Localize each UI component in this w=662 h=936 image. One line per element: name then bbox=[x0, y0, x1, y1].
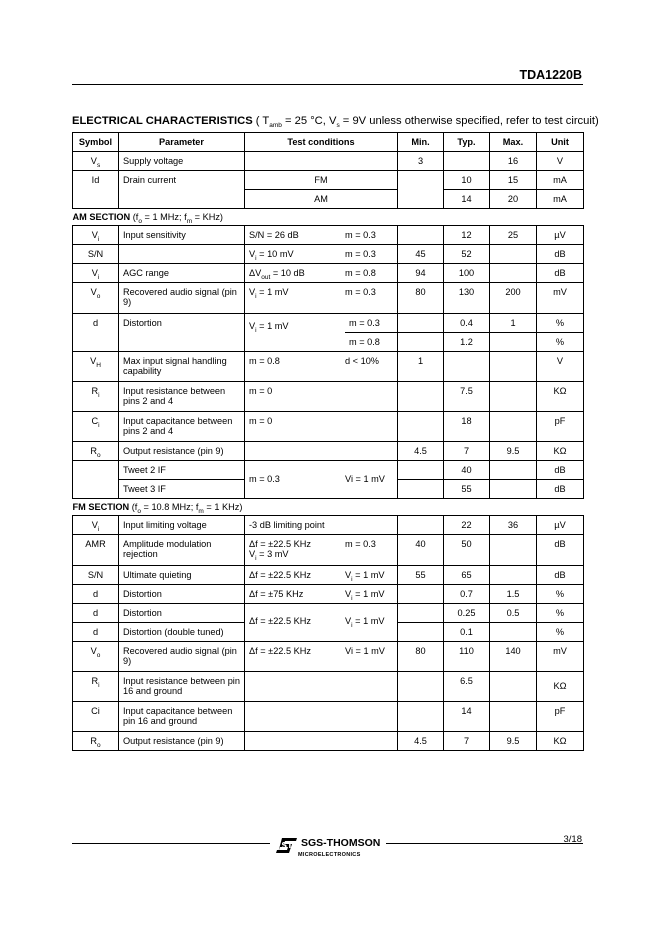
footer-rule-left bbox=[72, 843, 270, 844]
unit-cell: pF bbox=[537, 702, 584, 732]
symbol-cell: $R_o$ bbox=[73, 442, 119, 461]
am-section-title: AM SECTION ($f_o = 1$ MHz; $f_m = KHz$) bbox=[73, 209, 584, 226]
unit-cell: % bbox=[537, 604, 584, 623]
typ-cell: 130 bbox=[444, 283, 490, 314]
table-row bbox=[73, 245, 584, 264]
parameter-cell: Recovered audio signal (pin 9) bbox=[119, 642, 245, 672]
parameter-cell: Ultimate quieting bbox=[119, 566, 245, 585]
symbol-cell: $V_o$ bbox=[73, 283, 119, 314]
unit-cell: pF bbox=[537, 412, 584, 442]
company-logo bbox=[276, 833, 380, 858]
parameter-cell: Input resistance between pin 16 and ground bbox=[119, 672, 245, 702]
symbol-cell: $R_o$ bbox=[73, 732, 119, 751]
parameter-cell: Distortion (double tuned) bbox=[119, 623, 245, 642]
section-heading: ELECTRICAL CHARACTERISTICS bbox=[72, 115, 253, 127]
condition-cell: Δf = ±75 KHz $V_i = 1$ mV bbox=[245, 585, 398, 604]
col-symbol: Symbol bbox=[73, 133, 119, 152]
symbol-cell: d bbox=[73, 585, 119, 604]
electrical-characteristics-table bbox=[72, 132, 584, 751]
typ-cell: 7 bbox=[444, 732, 490, 751]
parameter-cell: Drain current bbox=[119, 171, 245, 209]
parameter-cell: AGC range bbox=[119, 264, 245, 283]
table-row bbox=[73, 283, 584, 314]
typ-cell: 7.5 bbox=[444, 382, 490, 412]
brand-name: SGS-THOMSON bbox=[301, 837, 381, 849]
parameter-cell bbox=[119, 245, 245, 264]
max-cell: 200 bbox=[490, 283, 537, 314]
max-cell bbox=[490, 461, 537, 480]
parameter-cell: Distortion bbox=[119, 604, 245, 623]
max-cell bbox=[490, 672, 537, 702]
unit-cell: mA bbox=[537, 171, 584, 190]
table-row bbox=[73, 412, 584, 442]
condition-cell bbox=[245, 732, 398, 751]
condition-cell bbox=[245, 702, 398, 732]
document-title: TDA1220B bbox=[519, 68, 582, 82]
parameter-cell: Output resistance (pin 9) bbox=[119, 442, 245, 461]
condition-cell: m = 0.3 bbox=[245, 314, 398, 333]
max-cell bbox=[490, 412, 537, 442]
col-test-conditions: Test conditions bbox=[245, 133, 398, 152]
parameter-cell: Amplitude modulation rejection bbox=[119, 535, 245, 566]
fm-section-title: FM SECTION ($f_o = 10.8$ MHz; $f_m = 1$ KHz) bbox=[73, 499, 584, 516]
typ-cell: 50 bbox=[444, 535, 490, 566]
symbol-cell: $V_i$ bbox=[73, 264, 119, 283]
parameter-cell: Input limiting voltage bbox=[119, 516, 245, 535]
unit-cell: mA bbox=[537, 190, 584, 209]
table-row bbox=[73, 642, 584, 672]
condition-cell: AM bbox=[245, 190, 398, 209]
max-cell bbox=[490, 333, 537, 352]
max-cell: 25 bbox=[490, 226, 537, 245]
max-cell: 1.5 bbox=[490, 585, 537, 604]
condition-cell bbox=[245, 672, 398, 702]
typ-cell: 0.4 bbox=[444, 314, 490, 333]
min-cell bbox=[398, 226, 444, 245]
typ-cell: 12 bbox=[444, 226, 490, 245]
symbol-cell: d bbox=[73, 623, 119, 642]
unit-cell: % bbox=[537, 314, 584, 333]
parameter-cell: Supply voltage bbox=[119, 152, 245, 171]
typ-cell: 6.5 bbox=[444, 672, 490, 702]
max-cell bbox=[490, 480, 537, 499]
condition-cell: S/N = 26 dB m = 0.3 bbox=[245, 226, 398, 245]
min-cell: 1 bbox=[398, 352, 444, 382]
min-cell bbox=[398, 672, 444, 702]
table-row bbox=[73, 732, 584, 751]
typ-cell: 14 bbox=[444, 702, 490, 732]
typ-cell: 1.2 bbox=[444, 333, 490, 352]
min-cell bbox=[398, 604, 444, 623]
symbol-cell: Id bbox=[73, 171, 119, 209]
condition-cell: m = 0 bbox=[245, 382, 398, 412]
symbol-cell: $R_i$ bbox=[73, 382, 119, 412]
max-cell bbox=[490, 382, 537, 412]
min-cell bbox=[398, 623, 444, 642]
unit-cell: µV bbox=[537, 226, 584, 245]
symbol-cell: S/N bbox=[73, 245, 119, 264]
max-cell bbox=[490, 535, 537, 566]
max-cell bbox=[490, 352, 537, 382]
condition-cell: $V_i = 10$ mV m = 0.3 bbox=[245, 245, 398, 264]
typ-cell: 10 bbox=[444, 171, 490, 190]
table-row bbox=[73, 226, 584, 245]
table-row bbox=[73, 152, 584, 171]
col-max: Max. bbox=[490, 133, 537, 152]
max-cell: 1 bbox=[490, 314, 537, 333]
distortion-m-condition: m = 0.8 bbox=[345, 332, 397, 347]
min-cell: 4.5 bbox=[398, 442, 444, 461]
unit-cell: % bbox=[537, 585, 584, 604]
max-cell: 0.5 bbox=[490, 604, 537, 623]
min-cell bbox=[398, 702, 444, 732]
condition-cell: $\Delta V_{out} = 10$ dB m = 0.8 bbox=[245, 264, 398, 283]
table-row bbox=[73, 702, 584, 732]
unit-cell: dB bbox=[537, 535, 584, 566]
am-section-header bbox=[73, 209, 584, 226]
section-conditions: ( $T_{amb} = 25$ °C, $V_s = 9V$ unless otherwise specified, refer to test circuit) bbox=[255, 115, 599, 130]
max-cell bbox=[490, 264, 537, 283]
table-row bbox=[73, 604, 584, 623]
table-row bbox=[73, 382, 584, 412]
min-cell bbox=[398, 480, 444, 499]
col-parameter: Parameter bbox=[119, 133, 245, 152]
unit-cell: % bbox=[537, 333, 584, 352]
parameter-cell: Input resistance between pins 2 and 4 bbox=[119, 382, 245, 412]
table-header-row bbox=[73, 133, 584, 152]
condition-cell: FM bbox=[245, 171, 398, 190]
max-cell: 36 bbox=[490, 516, 537, 535]
col-unit: Unit bbox=[537, 133, 584, 152]
symbol-cell: $V_s$ bbox=[73, 152, 119, 171]
typ-cell: 52 bbox=[444, 245, 490, 264]
distortion-vi-condition: $V_i = 1$ mV bbox=[249, 320, 289, 334]
min-cell: 40 bbox=[398, 535, 444, 566]
typ-cell: 0.25 bbox=[444, 604, 490, 623]
symbol-cell: Ci bbox=[73, 702, 119, 732]
parameter-cell: Input sensitivity bbox=[119, 226, 245, 245]
min-cell: 55 bbox=[398, 566, 444, 585]
max-cell: 9.5 bbox=[490, 442, 537, 461]
unit-cell: KΩ bbox=[537, 382, 584, 412]
table-row bbox=[73, 516, 584, 535]
table-row bbox=[73, 585, 584, 604]
min-cell: 3 bbox=[398, 152, 444, 171]
max-cell: 16 bbox=[490, 152, 537, 171]
symbol-cell: $V_i$ bbox=[73, 226, 119, 245]
max-cell bbox=[490, 245, 537, 264]
table-row bbox=[73, 171, 584, 190]
symbol-cell: S/N bbox=[73, 566, 119, 585]
typ-cell: 18 bbox=[444, 412, 490, 442]
typ-cell: 14 bbox=[444, 190, 490, 209]
typ-cell: 65 bbox=[444, 566, 490, 585]
min-cell bbox=[398, 171, 444, 209]
unit-cell: µV bbox=[537, 516, 584, 535]
st-logo-icon bbox=[276, 836, 298, 855]
col-typ: Typ. bbox=[444, 133, 490, 152]
parameter-cell: Tweet 2 IF bbox=[119, 461, 245, 480]
page-number: 3/18 bbox=[563, 834, 582, 845]
min-cell bbox=[398, 382, 444, 412]
header-rule bbox=[72, 84, 583, 85]
parameter-cell: Recovered audio signal (pin 9) bbox=[119, 283, 245, 314]
max-cell: 15 bbox=[490, 171, 537, 190]
unit-cell: dB bbox=[537, 245, 584, 264]
min-cell: 45 bbox=[398, 245, 444, 264]
condition-cell: -3 dB limiting point bbox=[245, 516, 398, 535]
symbol-cell: AMR bbox=[73, 535, 119, 566]
min-cell bbox=[398, 516, 444, 535]
typ-cell: 100 bbox=[444, 264, 490, 283]
max-cell: 20 bbox=[490, 190, 537, 209]
unit-cell: dB bbox=[537, 566, 584, 585]
typ-cell: 22 bbox=[444, 516, 490, 535]
footer-rule-right bbox=[386, 843, 583, 844]
condition-cell: m = 0.8 d < 10% bbox=[245, 352, 398, 382]
table-row bbox=[73, 352, 584, 382]
condition-cell bbox=[245, 442, 398, 461]
typ-cell: 110 bbox=[444, 642, 490, 672]
parameter-cell: Tweet 3 IF bbox=[119, 480, 245, 499]
symbol-cell: $C_i$ bbox=[73, 412, 119, 442]
max-cell bbox=[490, 702, 537, 732]
min-cell bbox=[398, 585, 444, 604]
symbol-cell: d bbox=[73, 604, 119, 623]
max-cell: 9.5 bbox=[490, 732, 537, 751]
unit-cell: mV bbox=[537, 283, 584, 314]
min-cell: 80 bbox=[398, 642, 444, 672]
symbol-cell: $V_i$ bbox=[73, 516, 119, 535]
typ-cell: 55 bbox=[444, 480, 490, 499]
typ-cell: 0.1 bbox=[444, 623, 490, 642]
col-min: Min. bbox=[398, 133, 444, 152]
condition-cell: Δf = ±22.5 KHz $V_i = 1$ mV bbox=[245, 566, 398, 585]
min-cell bbox=[398, 412, 444, 442]
parameter-cell: Input capacitance between pins 2 and 4 bbox=[119, 412, 245, 442]
symbol-cell: $V_o$ bbox=[73, 642, 119, 672]
brand-subtitle: MICROELECTRONICS bbox=[298, 852, 361, 858]
table-row bbox=[73, 672, 584, 702]
min-cell bbox=[398, 314, 444, 333]
condition-cell: $V_i = 1$ mV m = 0.3 bbox=[245, 283, 398, 314]
st-logo-text: ST bbox=[281, 841, 293, 850]
max-cell bbox=[490, 623, 537, 642]
condition-cell bbox=[245, 152, 398, 171]
min-cell bbox=[398, 333, 444, 352]
condition-cell: Δf = ±22.5 KHz $V_i = 3$ mV m = 0.3 bbox=[245, 535, 398, 566]
fm-section-header bbox=[73, 499, 584, 516]
symbol-cell: d bbox=[73, 314, 119, 352]
parameter-cell: Input capacitance between pin 16 and ground bbox=[119, 702, 245, 732]
section-title bbox=[72, 115, 599, 130]
max-cell: 140 bbox=[490, 642, 537, 672]
parameter-cell: Output resistance (pin 9) bbox=[119, 732, 245, 751]
symbol-cell bbox=[73, 461, 119, 499]
typ-cell: 0.7 bbox=[444, 585, 490, 604]
unit-cell: dB bbox=[537, 264, 584, 283]
table-row bbox=[73, 264, 584, 283]
condition-cell: m = 0 bbox=[245, 412, 398, 442]
condition-cell: m = 0.3 Vi = 1 mV bbox=[245, 461, 398, 499]
unit-cell: mV bbox=[537, 642, 584, 672]
table-row bbox=[73, 314, 584, 333]
typ-cell: 7 bbox=[444, 442, 490, 461]
table-row bbox=[73, 566, 584, 585]
symbol-cell: $V_H$ bbox=[73, 352, 119, 382]
unit-cell: V bbox=[537, 152, 584, 171]
max-cell bbox=[490, 566, 537, 585]
parameter-cell: Distortion bbox=[119, 314, 245, 352]
unit-cell: % bbox=[537, 623, 584, 642]
table-row bbox=[73, 535, 584, 566]
parameter-cell: Distortion bbox=[119, 585, 245, 604]
min-cell: 94 bbox=[398, 264, 444, 283]
symbol-cell: $R_i$ bbox=[73, 672, 119, 702]
table-row bbox=[73, 461, 584, 480]
typ-cell: 40 bbox=[444, 461, 490, 480]
unit-cell: KΩ bbox=[537, 672, 584, 702]
condition-cell: Δf = ±22.5 KHz $V_i = 1$ mV bbox=[245, 604, 398, 642]
min-cell: 80 bbox=[398, 283, 444, 314]
unit-cell: KΩ bbox=[537, 732, 584, 751]
min-cell: 4.5 bbox=[398, 732, 444, 751]
typ-cell bbox=[444, 352, 490, 382]
parameter-cell: Max input signal handling capability bbox=[119, 352, 245, 382]
unit-cell: dB bbox=[537, 461, 584, 480]
condition-cell: Δf = ±22.5 KHz Vi = 1 mV bbox=[245, 642, 398, 672]
typ-cell bbox=[444, 152, 490, 171]
unit-cell: V bbox=[537, 352, 584, 382]
unit-cell: dB bbox=[537, 480, 584, 499]
table-row bbox=[73, 442, 584, 461]
min-cell bbox=[398, 461, 444, 480]
unit-cell: KΩ bbox=[537, 442, 584, 461]
